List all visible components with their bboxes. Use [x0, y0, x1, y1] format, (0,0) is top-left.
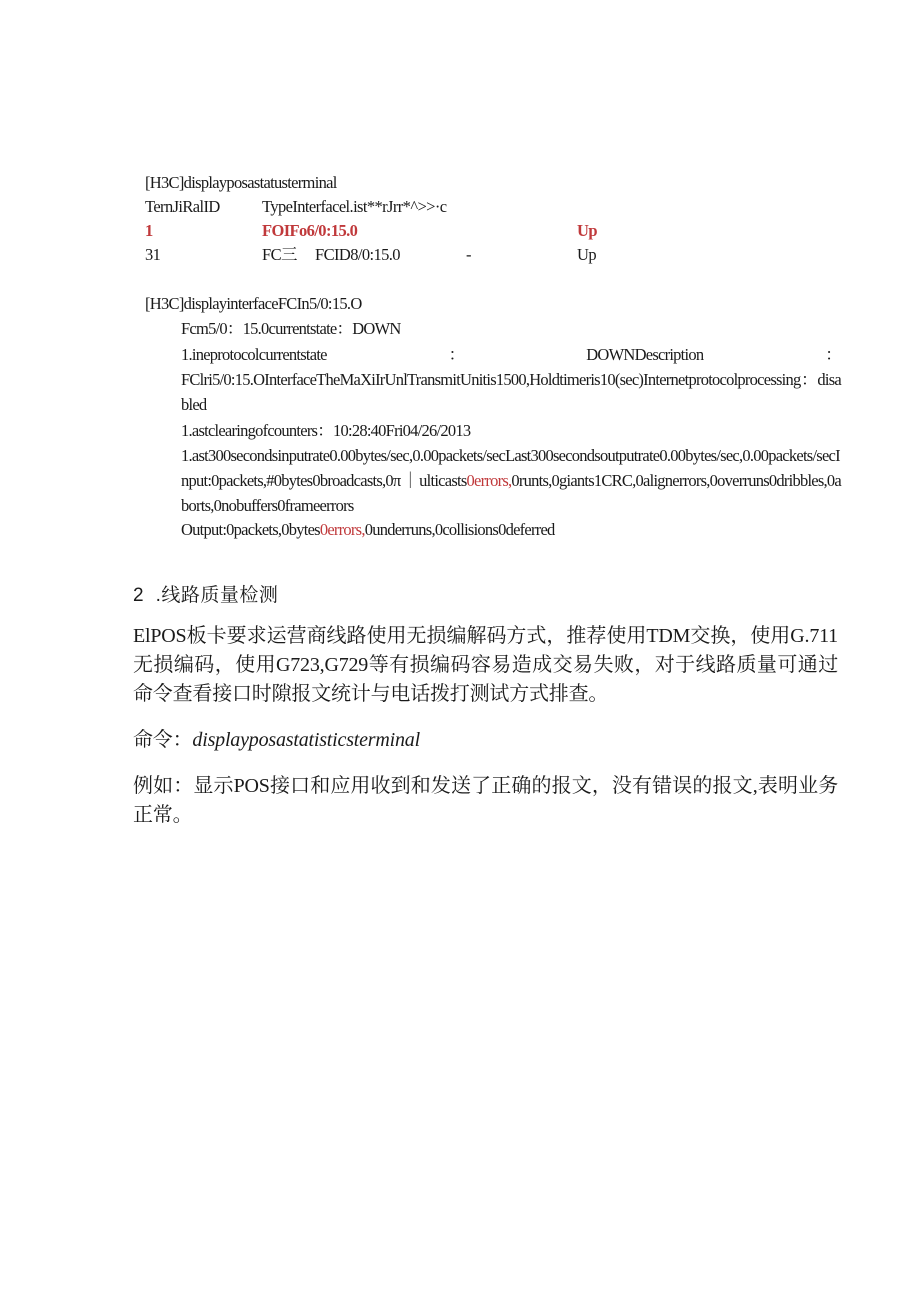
- command-status-terminal: [H3C]displayposastatusterminal: [145, 173, 337, 192]
- input-errors: 0errors,: [466, 471, 512, 490]
- command-label: 命令：: [133, 729, 193, 751]
- command-line: [133, 726, 838, 755]
- section-number: 2: [133, 585, 145, 606]
- line-protocol-colon-2: ：: [825, 345, 841, 364]
- interface-mtu-info: FClri5/0:15.OInterfaceTheMaXiIrUnlTransmitUnitis1500,Holdtimeris10(sec)Internetprotocolprocessing：disabled: [181, 370, 841, 414]
- section-heading: [133, 580, 278, 607]
- last-clearing-counters: 1.astclearingofcounters：10:28:40Fri04/26/2013: [181, 421, 471, 440]
- interface-current-state: Fcm5/0：15.0currentstate：DOWN: [181, 319, 401, 338]
- line-protocol-label: 1.ineprotocolcurrentstate: [181, 345, 327, 364]
- table-header-id: TernJiRalID: [145, 197, 220, 216]
- line-protocol-colon: ：: [448, 345, 465, 364]
- table-row-1-status: Up: [577, 221, 597, 240]
- table-row-1-type: FOIFo6/0:15.0: [262, 221, 358, 240]
- output-details: 0underruns,0collisions0deferred: [364, 520, 555, 539]
- line-protocol-state: [181, 342, 841, 367]
- table-row-1-id: 1: [145, 221, 153, 240]
- rate-statistics: [181, 443, 841, 518]
- section-title: .线路质量检测: [155, 585, 279, 606]
- example-paragraph: 例如：显示POS接口和应用收到和发送了正确的报文，没有错误的报文,表明业务正常。: [133, 775, 838, 826]
- table-header-type: TypeInterfacel.ist**rJrr*^>>·c: [262, 197, 447, 216]
- table-row-2-status: Up: [577, 245, 596, 264]
- line-quality-paragraph: ElPOS板卡要求运营商线路使用无损编解码方式，推荐使用TDM交换，使用G.711无损编码，使用G723,G729等有损编码容易造成交易失败，对于线路质量可通过命令查看接口时隙报文统计与电话拨打测试方式排查。: [133, 625, 838, 705]
- output-errors: 0errors,: [319, 520, 365, 539]
- command-display-interface: [H3C]displayinterfaceFCIn5/0:15.O: [145, 294, 362, 313]
- table-row-2-dash: -: [466, 245, 471, 264]
- command-value: displayposastatisticsterminal: [192, 729, 420, 751]
- table-row-2-id: 31: [145, 245, 161, 264]
- output-text: Output:0packets,0bytes: [181, 520, 320, 539]
- table-row-2-type: FC三: [262, 245, 297, 264]
- table-row-2-interface: FCID8/0:15.0: [315, 245, 400, 264]
- input-rate-text: 1.ast300secondsinputrate0.00bytes/sec,0.00packets/secLast300secondsoutputrate0.00bytes/sec,0.00packets/secInput:0packets,#0bytes0broadcasts,0π｜ulticasts: [181, 446, 840, 490]
- input-error-details: 0runts,0giants1CRC,0alignerrors,0overruns0dribbles,0aborts,0nobuffers0frameerrors: [181, 471, 841, 515]
- output-statistics: [181, 517, 841, 542]
- line-protocol-description: DOWNDescription: [586, 345, 704, 364]
